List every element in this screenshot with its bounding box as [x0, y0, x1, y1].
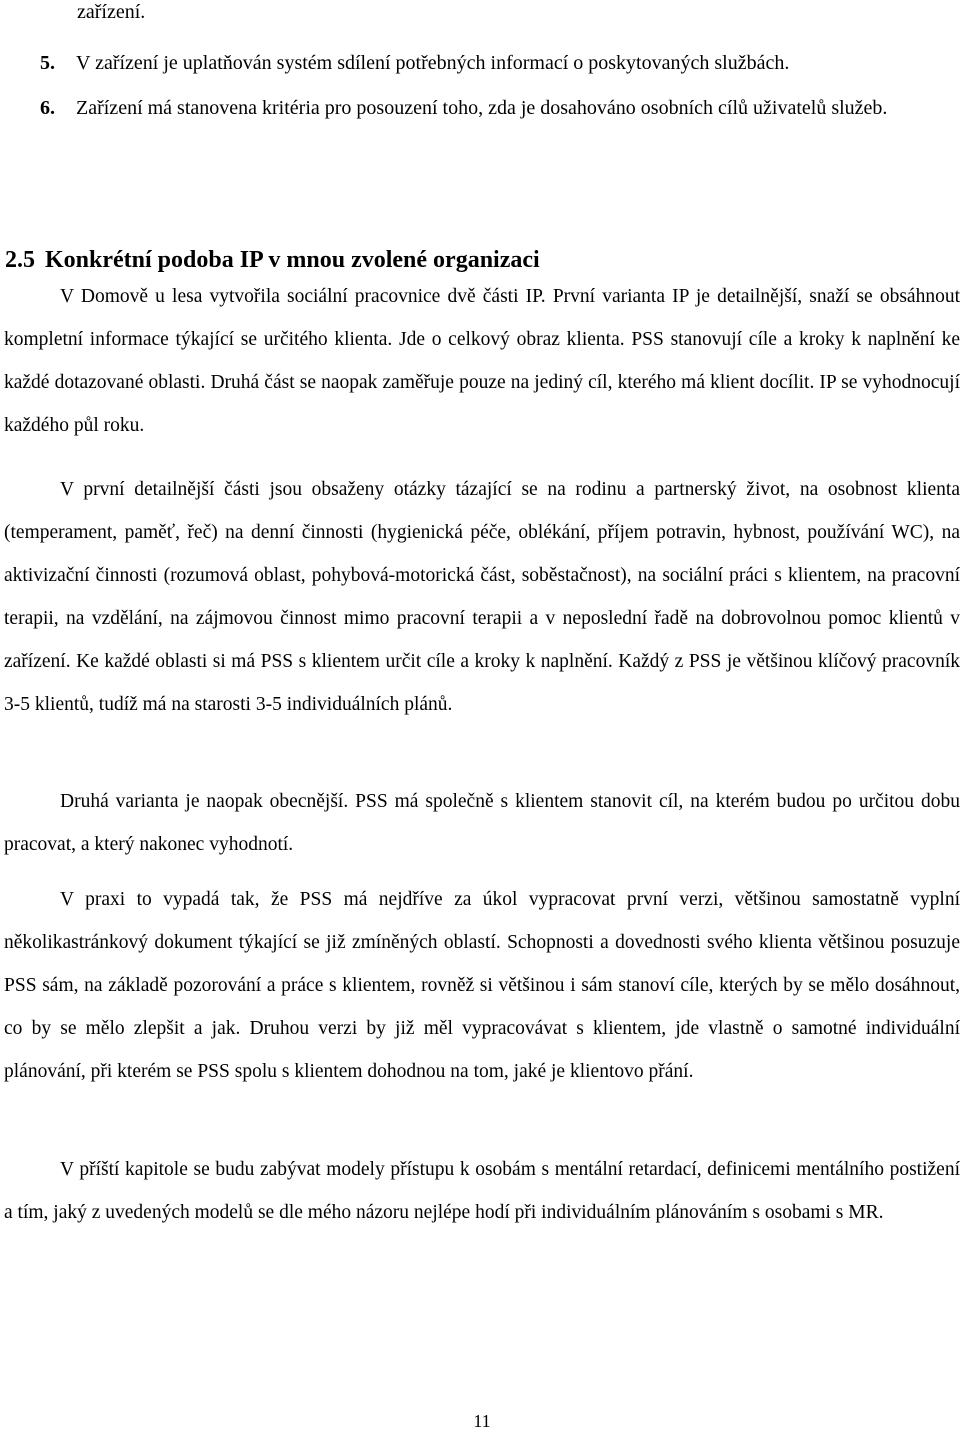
paragraph-3: Druhá varianta je naopak obecnější. PSS má společně s klientem stanovit cíl, na kterém budou po určitou dobu pracovat, a který nakonec vyhodnotí.: [4, 791, 960, 855]
continued-text-fragment: zařízení.: [77, 1, 146, 23]
list-item: [40, 48, 958, 79]
page-number: 11: [473, 1411, 491, 1431]
paragraph-1: V Domově u lesa vytvořila sociální pracovnice dvě části IP. První varianta IP je detailnější, snaží se obsáhnout kompletní informace týkající se určitého klienta. Jde o celkový obraz klienta. PSS stanovují cíle a kroky k naplnění ke každé dotazované oblasti. Druhá část se naopak zaměřuje pouze na jediný cíl, kterého má klient docílit. IP se vyhodnocují každého půl roku.: [4, 286, 960, 436]
list-item-number: 6.: [40, 97, 55, 119]
paragraph-5: V příští kapitole se budu zabývat modely přístupu k osobám s mentální retardací, definicemi mentálního postižení a tím, jaký z uvedených modelů se dle mého názoru nejlépe hodí při individuálním plánováním s osobami s MR.: [4, 1159, 960, 1223]
list-item-number: 5.: [40, 52, 55, 74]
list-item: [40, 93, 958, 124]
section-heading: [5, 244, 540, 276]
paragraph-2: V první detailnější části jsou obsaženy otázky tázající se na rodinu a partnerský život, na osobnost klienta (temperament, paměť, řeč) na denní činnosti (hygienická péče, oblékání, příjem potravin, hybnost, používání WC), na aktivizační činnosti (rozumová oblast, pohybová-motorická část, soběstačnost), na sociální práci s klientem, na pracovní terapii, na vzdělání, na zájmovou činnost mimo pracovní terapii a v neposlední řadě na dobrovolnou pomoc klientů v zařízení. Ke každé oblasti si má PSS s klientem určit cíle a kroky k naplnění. Každý z PSS je většinou klíčový pracovník 3-5 klientů, tudíž má na starosti 3-5 individuálních plánů.: [4, 479, 960, 715]
criteria-list: [40, 48, 958, 138]
section-title: Konkrétní podoba IP v mnou zvolené organizaci: [45, 247, 540, 273]
paragraph-4: V praxi to vypadá tak, že PSS má nejdříve za úkol vypracovat první verzi, většinou samostatně vyplní několikastránkový dokument týkající se již zmíněných oblastí. Schopnosti a dovednosti svého klienta většinou posuzuje PSS sám, na základě pozorování a práce s klientem, rovněž si většinou i sám stanoví cíle, kterých by se mělo dosáhnout, co by se mělo zlepšit a jak. Druhou verzi by již měl vypracovávat s klientem, jde vlastně o samotné individuální plánování, při kterém se PSS spolu s klientem dohodnou na tom, jaké je klientovo přání.: [4, 889, 960, 1082]
list-item-text: Zařízení má stanovena kritéria pro posouzení toho, zda je dosahováno osobních cílů uživatelů služeb.: [76, 97, 888, 119]
list-item-text: V zařízení je uplatňován systém sdílení potřebných informací o poskytovaných službách.: [76, 52, 790, 74]
section-number: 2.5: [5, 247, 35, 273]
